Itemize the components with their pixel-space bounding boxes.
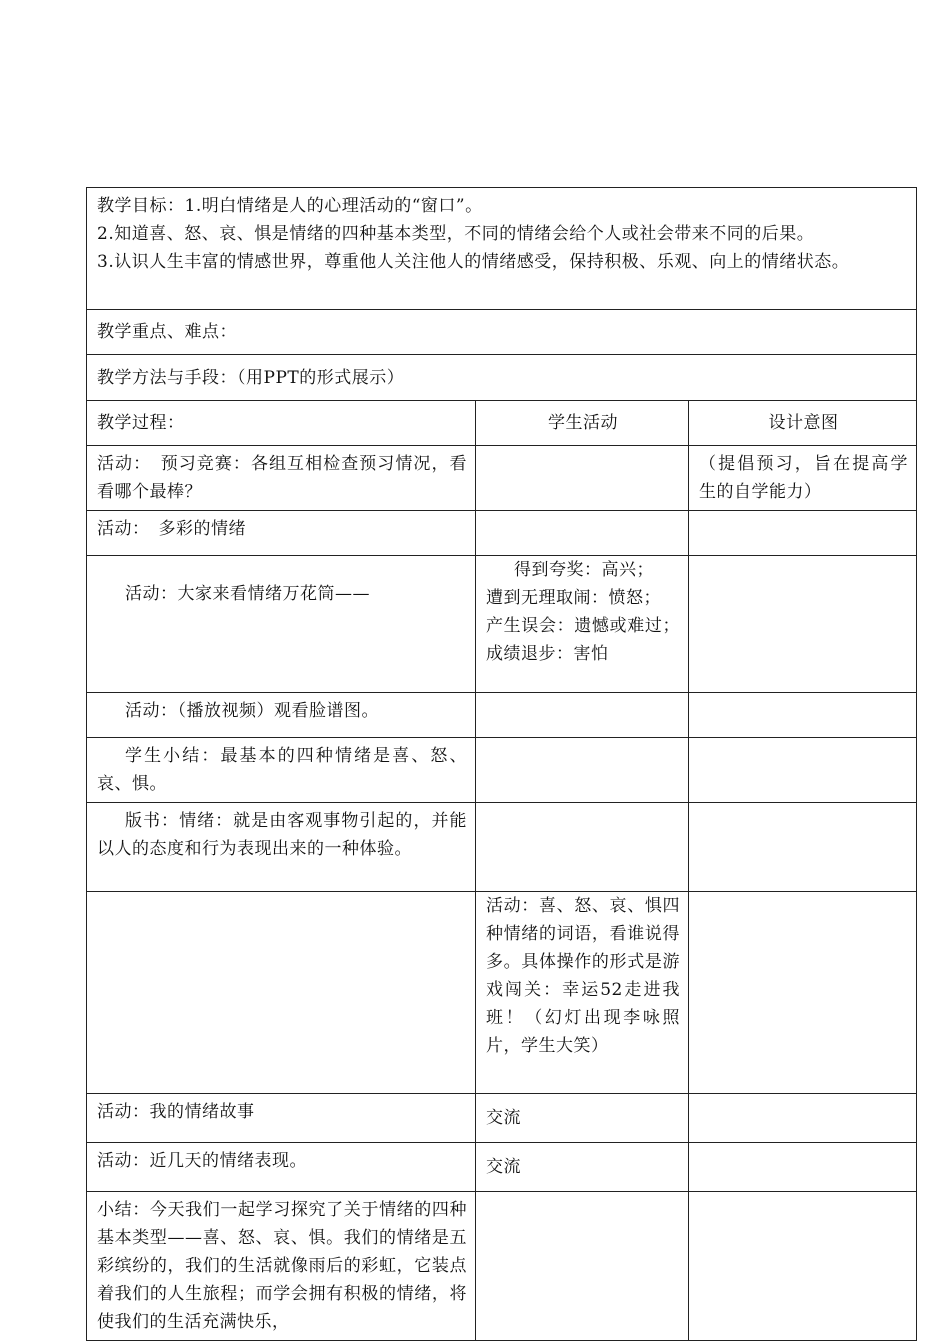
objective-line-2: 2.知道喜、怒、哀、惧是情绪的四种基本类型，不同的情绪会给个人或社会带来不同的后果。 bbox=[97, 224, 815, 244]
table-row bbox=[87, 1094, 917, 1143]
intent-cell bbox=[689, 1094, 917, 1143]
table-row bbox=[87, 1192, 917, 1341]
table-row bbox=[87, 556, 917, 693]
table-row bbox=[87, 738, 917, 803]
student-cell bbox=[476, 511, 689, 556]
student-cell: 活动：喜、怒、哀、惧四种情绪的词语，看谁说得多。具体操作的形式是游戏闯关：幸运52走进我班！（幻灯出现李咏照片，学生大笑） bbox=[476, 892, 689, 1094]
student-cell bbox=[476, 556, 689, 693]
intent-cell: （提倡预习，旨在提高学生的自学能力） bbox=[689, 446, 917, 511]
process-cell: 学生小结：最基本的四种情绪是喜、怒、哀、惧。 bbox=[87, 738, 476, 803]
student-line: 得到夸奖：高兴； bbox=[514, 560, 654, 580]
table-row bbox=[87, 892, 917, 1094]
student-cell bbox=[476, 1192, 689, 1341]
table-row bbox=[87, 1143, 917, 1192]
intent-cell bbox=[689, 693, 917, 738]
student-line: 遭到无理取闹：愤怒； bbox=[486, 588, 661, 608]
objective-line-1: 教学目标：1.明白情绪是人的心理活动的“窗口”。 bbox=[97, 196, 483, 216]
objectives-cell bbox=[87, 188, 917, 310]
intent-cell bbox=[689, 1143, 917, 1192]
objective-line-3: 3.认识人生丰富的情感世界，尊重他人关注他人的情绪感受，保持积极、乐观、向上的情绪状态。 bbox=[97, 252, 850, 272]
process-cell: 活动： 多彩的情绪 bbox=[87, 511, 476, 556]
table-row bbox=[87, 511, 917, 556]
intent-cell bbox=[689, 511, 917, 556]
intent-cell bbox=[689, 738, 917, 803]
objectives-row bbox=[87, 188, 917, 310]
process-cell: 版书：情绪：就是由客观事物引起的，并能以人的态度和行为表现出来的一种体验。 bbox=[87, 803, 476, 892]
student-line: 产生误会：遗憾或难过；成绩退步：害怕 bbox=[486, 616, 680, 664]
process-cell: 活动： 预习竞赛：各组互相检查预习情况，看看哪个最棒？ bbox=[87, 446, 476, 511]
process-cell: 活动：近几天的情绪表现。 bbox=[87, 1143, 476, 1192]
header-design-intent: 设计意图 bbox=[689, 401, 917, 446]
table-row bbox=[87, 446, 917, 511]
intent-cell bbox=[689, 1192, 917, 1341]
student-cell bbox=[476, 803, 689, 892]
lesson-plan-table bbox=[86, 187, 917, 1341]
student-cell bbox=[476, 738, 689, 803]
process-cell: 活动：大家来看情绪万花筒—— bbox=[87, 556, 476, 693]
student-cell: 交流 bbox=[476, 1094, 689, 1143]
methods-row bbox=[87, 355, 917, 401]
intent-cell bbox=[689, 803, 917, 892]
key-points-row bbox=[87, 310, 917, 355]
process-cell bbox=[87, 892, 476, 1094]
intent-cell bbox=[689, 556, 917, 693]
header-student-activity: 学生活动 bbox=[476, 401, 689, 446]
student-cell bbox=[476, 446, 689, 511]
key-points-cell: 教学重点、难点： bbox=[87, 310, 917, 355]
process-cell: 活动：我的情绪故事 bbox=[87, 1094, 476, 1143]
process-cell: 活动：（播放视频）观看脸谱图。 bbox=[87, 693, 476, 738]
process-cell: 小结：今天我们一起学习探究了关于情绪的四种基本类型——喜、怒、哀、惧。我们的情绪是五彩缤纷的，我们的生活就像雨后的彩虹，它装点着我们的人生旅程；而学会拥有积极的情绪，将使我们的生活充满快乐， bbox=[87, 1192, 476, 1341]
header-row bbox=[87, 401, 917, 446]
table-row bbox=[87, 803, 917, 892]
table-row bbox=[87, 693, 917, 738]
header-process: 教学过程： bbox=[87, 401, 476, 446]
student-cell bbox=[476, 693, 689, 738]
student-cell: 交流 bbox=[476, 1143, 689, 1192]
intent-cell bbox=[689, 892, 917, 1094]
methods-cell: 教学方法与手段：（用PPT的形式展示） bbox=[87, 355, 917, 401]
